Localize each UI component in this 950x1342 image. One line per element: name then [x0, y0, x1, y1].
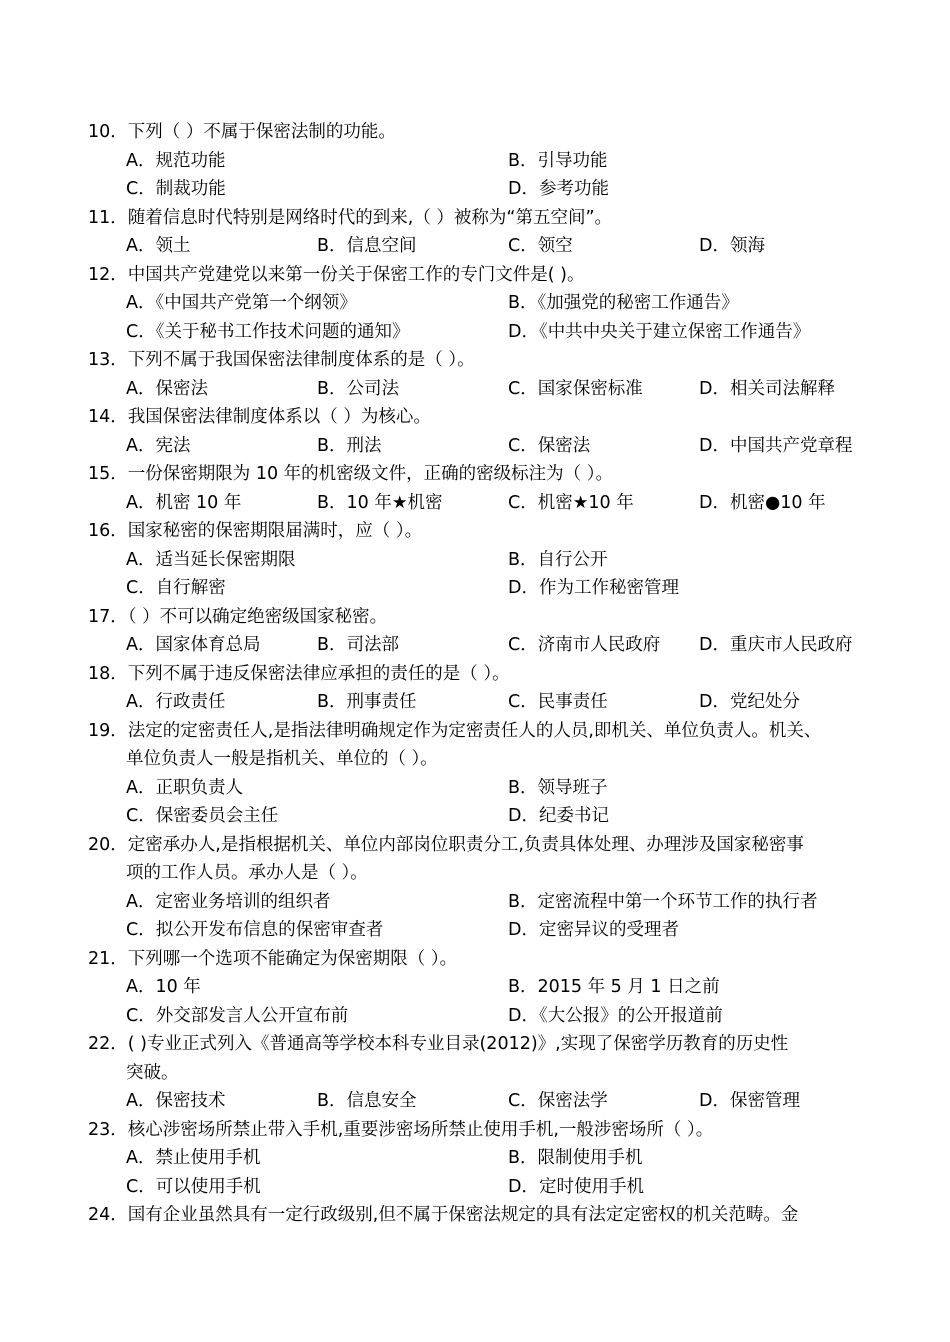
answer-option: C．外交部发言人公开宣布前 [126, 1005, 349, 1026]
options-row [0, 1087, 950, 1116]
question-text: 23．核心涉密场所禁止带入手机,重要涉密场所禁止使用手机,一般涉密场所（ ）。 [88, 1119, 714, 1140]
answer-option: B．刑法 [317, 435, 382, 456]
answer-option: B．10 年★机密 [317, 492, 443, 513]
question-item [0, 460, 950, 517]
answer-option: C．领空 [508, 236, 573, 256]
answer-option: D．机密●10 年 [699, 492, 826, 513]
question-text: 12．中国共产党建党以来第一份关于保密工作的专门文件是( )。 [88, 264, 585, 285]
answer-option: B．引导功能 [508, 150, 608, 171]
options-row [0, 631, 950, 660]
question-text: 14．我国保密法律制度体系以（ ）为核心。 [88, 407, 431, 427]
answer-option: B．《加强党的秘密工作通告》 [508, 293, 739, 313]
answer-option: B．司法部 [317, 635, 400, 655]
question-text-continued: 单位负责人一般是指机关、单位的（ ）。 [126, 749, 438, 769]
answer-option: A．保密法 [126, 378, 208, 399]
question-item [0, 261, 950, 347]
answer-option: D．领海 [699, 236, 765, 256]
answer-option: B．信息安全 [317, 1091, 417, 1111]
answer-option: C．可以使用手机 [126, 1176, 261, 1197]
question-item [0, 945, 950, 1031]
answer-option: D．中国共产党章程 [699, 435, 853, 456]
options-row [0, 432, 950, 461]
question-item [0, 1030, 950, 1116]
answer-option: A．《中国共产党第一个纲领》 [126, 293, 357, 313]
answer-option: A．10 年 [126, 977, 201, 997]
exam-page [0, 118, 950, 1230]
question-item [0, 831, 950, 945]
answer-option: B．自行公开 [508, 549, 608, 570]
options-row [0, 1144, 950, 1173]
answer-option: C．保密法 [508, 435, 591, 456]
answer-option: D．参考功能 [508, 179, 609, 199]
options-row [0, 688, 950, 717]
options-row [0, 289, 950, 318]
options-row [0, 574, 950, 603]
answer-option: D．作为工作秘密管理 [508, 578, 679, 598]
answer-option: D．党纪处分 [699, 692, 800, 712]
answer-option: A．适当延长保密期限 [126, 549, 296, 570]
answer-option: D．定密异议的受理者 [508, 920, 679, 940]
question-text-continued: 突破。 [126, 1062, 179, 1083]
answer-option: A．规范功能 [126, 150, 226, 171]
question-text: 16．国家秘密的保密期限届满时，应（ ）。 [88, 521, 423, 541]
answer-option: A．行政责任 [126, 692, 226, 712]
options-row [0, 147, 950, 176]
options-row [0, 888, 950, 917]
options-row [0, 489, 950, 518]
answer-option: B．公司法 [317, 378, 400, 399]
options-row [0, 1173, 950, 1202]
question-text: 18．下列不属于违反保密法律应承担的责任的是（ ）。 [88, 663, 510, 684]
question-item [0, 204, 950, 261]
question-text: 10．下列（ ）不属于保密法制的功能。 [88, 122, 396, 142]
options-row [0, 1002, 950, 1031]
options-row [0, 375, 950, 404]
question-item [0, 717, 950, 831]
options-row [0, 546, 950, 575]
answer-option: D．重庆市人民政府 [699, 635, 853, 655]
options-row [0, 916, 950, 945]
answer-option: A．宪法 [126, 435, 191, 456]
answer-option: C．保密委员会主任 [126, 806, 279, 826]
question-text: 19．法定的定密责任人,是指法律明确规定作为定密责任人的人员,即机关、单位负责人。机关、 [88, 720, 822, 741]
question-text: 22．( )专业正式列入《普通高等学校本科专业目录(2012)》,实现了保密学历教育的历史性 [88, 1034, 789, 1054]
options-row [0, 175, 950, 204]
question-text: 11．随着信息时代特别是网络时代的到来,（ ）被称为“第五空间”。 [88, 207, 613, 228]
options-row [0, 232, 950, 261]
answer-option: D．纪委书记 [508, 806, 609, 826]
answer-option: C．机密★10 年 [508, 492, 634, 513]
answer-option: A．正职负责人 [126, 777, 243, 798]
question-item [0, 346, 950, 403]
question-item [0, 517, 950, 603]
answer-option: C．《关于秘书工作技术问题的通知》 [126, 321, 410, 342]
options-row [0, 774, 950, 803]
options-row [0, 973, 950, 1002]
question-text: 13．下列不属于我国保密法律制度体系的是（ ）。 [88, 350, 475, 370]
question-item [0, 603, 950, 660]
answer-option: C．民事责任 [508, 692, 608, 712]
answer-option: D．相关司法解释 [699, 378, 835, 399]
question-item [0, 1201, 950, 1230]
answer-option: C．制裁功能 [126, 179, 226, 199]
answer-option: A．定密业务培训的组织者 [126, 891, 331, 912]
answer-option: D．定时使用手机 [508, 1176, 644, 1197]
question-item [0, 660, 950, 717]
answer-option: C．济南市人民政府 [508, 635, 661, 655]
question-item [0, 118, 950, 204]
answer-option: A．禁止使用手机 [126, 1148, 261, 1168]
options-row [0, 318, 950, 347]
answer-option: A．国家体育总局 [126, 635, 261, 655]
answer-option: B．定密流程中第一个环节工作的执行者 [508, 891, 818, 912]
answer-option: A．保密技术 [126, 1091, 226, 1111]
question-text-continued: 项的工作人员。承办人是（ ）。 [126, 863, 368, 883]
question-item [0, 1116, 950, 1202]
question-text: 20．定密承办人,是指根据机关、单位内部岗位职责分工,负责具体处理、办理涉及国家秘密事 [88, 834, 804, 855]
options-row [0, 802, 950, 831]
answer-option: B．领导班子 [508, 777, 608, 798]
question-text: 24．国有企业虽然具有一定行政级别,但不属于保密法规定的具有法定定密权的机关范畴。金 [88, 1205, 799, 1225]
answer-option: C．保密法学 [508, 1091, 608, 1111]
question-text: 15．一份保密期限为 10 年的机密级文件，正确的密级标注为（ ）。 [88, 464, 613, 484]
answer-option: D．《大公报》的公开报道前 [508, 1005, 723, 1026]
answer-option: D．保密管理 [699, 1091, 800, 1111]
answer-option: B．2015 年 5 月 1 日之前 [508, 977, 720, 997]
question-text: 17．（ ）不可以确定绝密级国家秘密。 [88, 606, 388, 627]
answer-option: A．领土 [126, 236, 191, 256]
question-item [0, 403, 950, 460]
answer-option: C．拟公开发布信息的保密审查者 [126, 920, 384, 940]
answer-option: B．限制使用手机 [508, 1148, 643, 1168]
answer-option: A．机密 10 年 [126, 492, 242, 513]
question-text: 21．下列哪一个选项不能确定为保密期限（ ）。 [88, 948, 458, 969]
answer-option: D．《中共中央关于建立保密工作通告》 [508, 321, 811, 342]
answer-option: C．国家保密标准 [508, 378, 643, 399]
answer-option: C．自行解密 [126, 578, 226, 598]
answer-option: B．信息空间 [317, 236, 417, 256]
answer-option: B．刑事责任 [317, 692, 417, 712]
